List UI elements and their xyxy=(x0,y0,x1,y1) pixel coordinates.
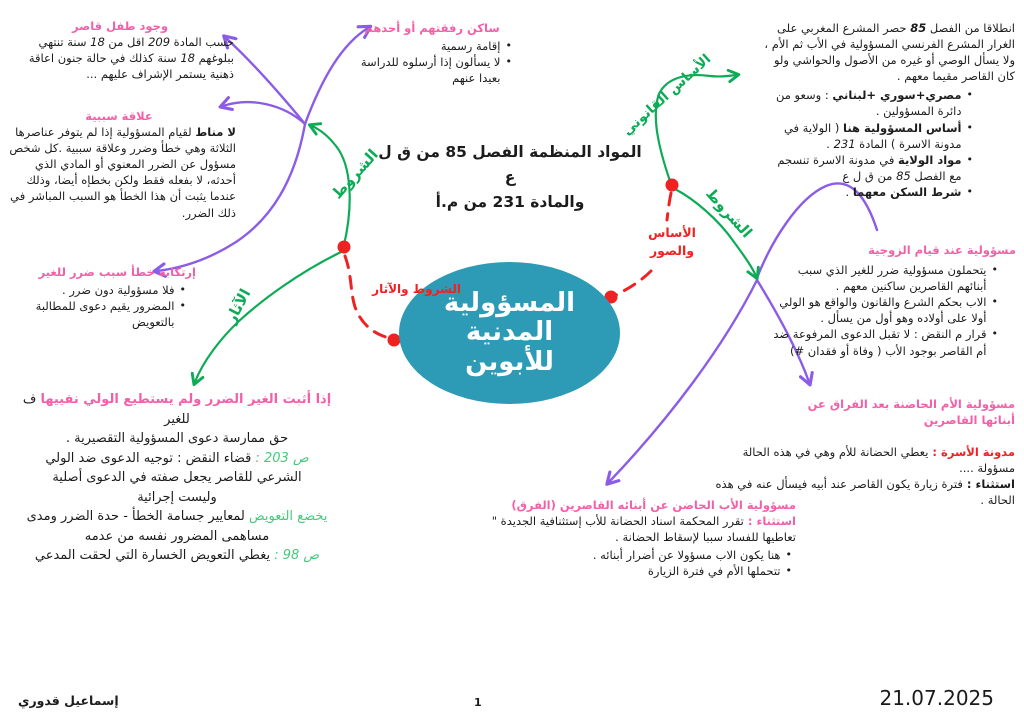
branch-label-effects: الآثار xyxy=(221,285,255,327)
list-item: • المضرور يقيم دعوى للمطالبة بالتعويض xyxy=(35,299,186,330)
bullet-marker-icon: • xyxy=(179,299,186,313)
bullet-marker-icon: • xyxy=(785,564,792,578)
list-item: مساهمى المضرور نفسه من عدمه xyxy=(84,528,270,544)
section-custodial-father xyxy=(462,497,796,579)
footer-date: 21.07.2025 xyxy=(879,686,994,710)
living-with-bullets xyxy=(352,38,512,86)
branch-label-conditions-effects: الشروط والآثار xyxy=(372,282,461,296)
section-marriage-liability xyxy=(768,242,1016,359)
minor-child-paragraph: حسب المادة 209 اقل من 18 سنة تنتهي ببلوغهم 18 سنة كذلك في حالة جنون اعاقة ذهنية يستمر الإشراف عليهم ... xyxy=(28,35,234,82)
branch-label-conditions-left: الشروط xyxy=(328,145,382,203)
topic-line1: المسؤولية xyxy=(443,288,576,319)
list-item: • إقامة رسمية xyxy=(440,39,512,54)
causal-paragraph: لا مناط لقيام المسؤولية إذا لم يتوفر عناصرها الثلاثة وهي خطأ وضرر وعلاقة سببية .كل شخص مسؤول عن الضرر المعنوي أو المادي الذي أحدثه، لا بفعله فقط ولكن بخطإه أيضا، وذلك عندما يثبت أن هذا الخطأ هو السبب المباشر في ذلك الضرر. xyxy=(9,125,236,220)
list-item: • أساس المسؤولية هنا ( الولاية في مدونة الاسرة ) المادة 231 . xyxy=(783,120,973,151)
legal-basis-paragraph: انطلاقا من الفصل 85 حصر المشرع المغربي على الغرار المشرع الفرنسي المسؤولية في الأب ثم الأم ، ولا يسأل الوصي أو غيره من الأصول والحواشي ولو كان القاصر مقيما معهم . xyxy=(764,21,1015,84)
section-causal-relation xyxy=(2,108,236,221)
section-effects-detail xyxy=(8,390,346,566)
list-item: إذا أثبت الغير الضرر ولم يستطيع الولي نفييها ف للغير xyxy=(22,392,332,427)
section-living-with xyxy=(352,20,512,86)
list-item: • هنا يكون الاب مسؤولا عن أضرار أبنائه . xyxy=(592,548,792,563)
bullet-marker-icon: • xyxy=(966,120,973,134)
heading-marriage-liability: مسؤولية عند قيام الزوجية xyxy=(868,243,1016,257)
section-fault xyxy=(14,264,196,330)
list-item: ص 98 : يغطي التعويض الخسارة التي لحقت المدعي xyxy=(34,548,320,563)
bullet-marker-icon: • xyxy=(991,295,998,309)
list-item: • شرط السكن معهما . xyxy=(845,184,973,199)
list-item: • مصري+سوري +لبناني : وسعو من دائرة المسؤولين . xyxy=(775,88,973,119)
bullet-marker-icon: • xyxy=(966,184,973,198)
father-lines xyxy=(462,513,796,545)
footer-author: إسماعيل قدوري xyxy=(18,693,119,708)
heading-custodial-father: مسؤولية الأب الحاضن عن أبنائه القاصرين (الفرق) xyxy=(511,498,796,512)
list-item: الشرعي للقاصر يجعل صفته في الدعوى أصلية xyxy=(52,470,302,485)
heading-living-with: ساكن رفقتهم أو أحدهم xyxy=(364,21,500,35)
heading-custodial-mother: مسؤولية الأم الحاضنة بعد الفراق عن أبنائها القاصرين xyxy=(807,397,1015,428)
bullet-marker-icon: • xyxy=(991,327,998,341)
list-item: • لا يسألون إذا أرسلوه للدراسة بعيدا عنهم xyxy=(360,55,512,86)
list-item: مدونة الأسرة : يعطي الحضانة للأم وهي في هذه الحالة xyxy=(742,445,1015,460)
footer-page-number: 1 xyxy=(474,696,482,709)
section-minor-child xyxy=(6,18,234,82)
bullet-marker-icon: • xyxy=(991,263,998,277)
bullet-marker-icon: • xyxy=(785,548,792,562)
fault-bullets xyxy=(14,282,196,330)
list-item: ص 203 : قضاء النقض : توجيه الدعوى ضد الولي xyxy=(45,450,309,466)
statute-title xyxy=(378,140,642,214)
statute-line1: المواد المنظمة الفصل 85 من ق ل ع xyxy=(378,143,642,186)
bullet-marker-icon: • xyxy=(966,88,973,102)
bullet-marker-icon: • xyxy=(505,39,512,53)
effects-lines xyxy=(8,390,346,566)
branch-label-basis-forms xyxy=(638,224,706,260)
section-custodial-mother xyxy=(700,396,1015,509)
marriage-bullets xyxy=(768,262,1016,359)
topic-line3: للأبوين xyxy=(465,346,554,377)
list-item: مسؤولة .... xyxy=(959,461,1015,476)
legal-basis-bullets xyxy=(762,87,1015,200)
bullet-marker-icon: • xyxy=(966,152,973,166)
heading-minor-child: وجود طفل قاصر xyxy=(71,19,169,33)
branch-label-conditions-right: الشروط xyxy=(702,184,756,242)
list-item: • قرار م النقض : لا تقبل الدعوى المرفوعة ضد أم القاصر بوجود الأب ( وفاة أو فقدان #) xyxy=(773,327,998,358)
topic-line2: المدنية xyxy=(465,317,554,348)
branch-label-legal-basis: الأساس القانوني xyxy=(619,51,715,139)
list-item: وليست إجرائية xyxy=(137,489,217,505)
basis-forms-line1: الأساس xyxy=(648,225,696,240)
list-item: استثناء : فترة زيارة يكون القاصر عند أبيه فيسأل عنه في هذه الحالة . xyxy=(715,477,1015,508)
statute-line2: والمادة 231 من م.أ xyxy=(435,192,585,211)
list-item: يخضع التعويض لمعايير جسامة الخطأ - حدة الضرر ومدى xyxy=(26,509,328,524)
list-item: حق ممارسة دعوى المسؤولية التقصيرية . xyxy=(65,431,289,446)
father-bullets xyxy=(462,547,796,579)
heading-causal-relation: علاقة سببية xyxy=(85,109,153,123)
list-item: استثناء : تقرر المحكمة اسناد الحضانة للأب إستثنافية الجديدة " تعاطيها للفساد سببا لإسقاط الحضانة . xyxy=(491,514,796,545)
bullet-marker-icon: • xyxy=(179,283,186,297)
heading-fault: إرتكابه خطأ سبب ضرر للغير xyxy=(38,265,196,279)
list-item: • يتحملون مسؤولية ضرر للغير الذي سبب أبنائهم القاصرين ساكنين معهم . xyxy=(797,263,998,294)
list-item: • تتحملها الأم في فترة الزيارة xyxy=(647,564,792,579)
list-item: • فلا مسؤولية دون ضرر . xyxy=(62,283,186,298)
section-legal-basis xyxy=(762,20,1015,200)
basis-forms-line2: والصور xyxy=(649,243,695,259)
bullet-marker-icon: • xyxy=(505,55,512,69)
list-item: • الاب بحكم الشرع والقانون والواقع هو الولي أولا على أولاده وهو أول من يسأل . xyxy=(779,295,998,326)
list-item: • مواد الولاية في مدونة الاسرة تنسجم مع الفصل 85 من ق ل ع xyxy=(777,152,973,183)
